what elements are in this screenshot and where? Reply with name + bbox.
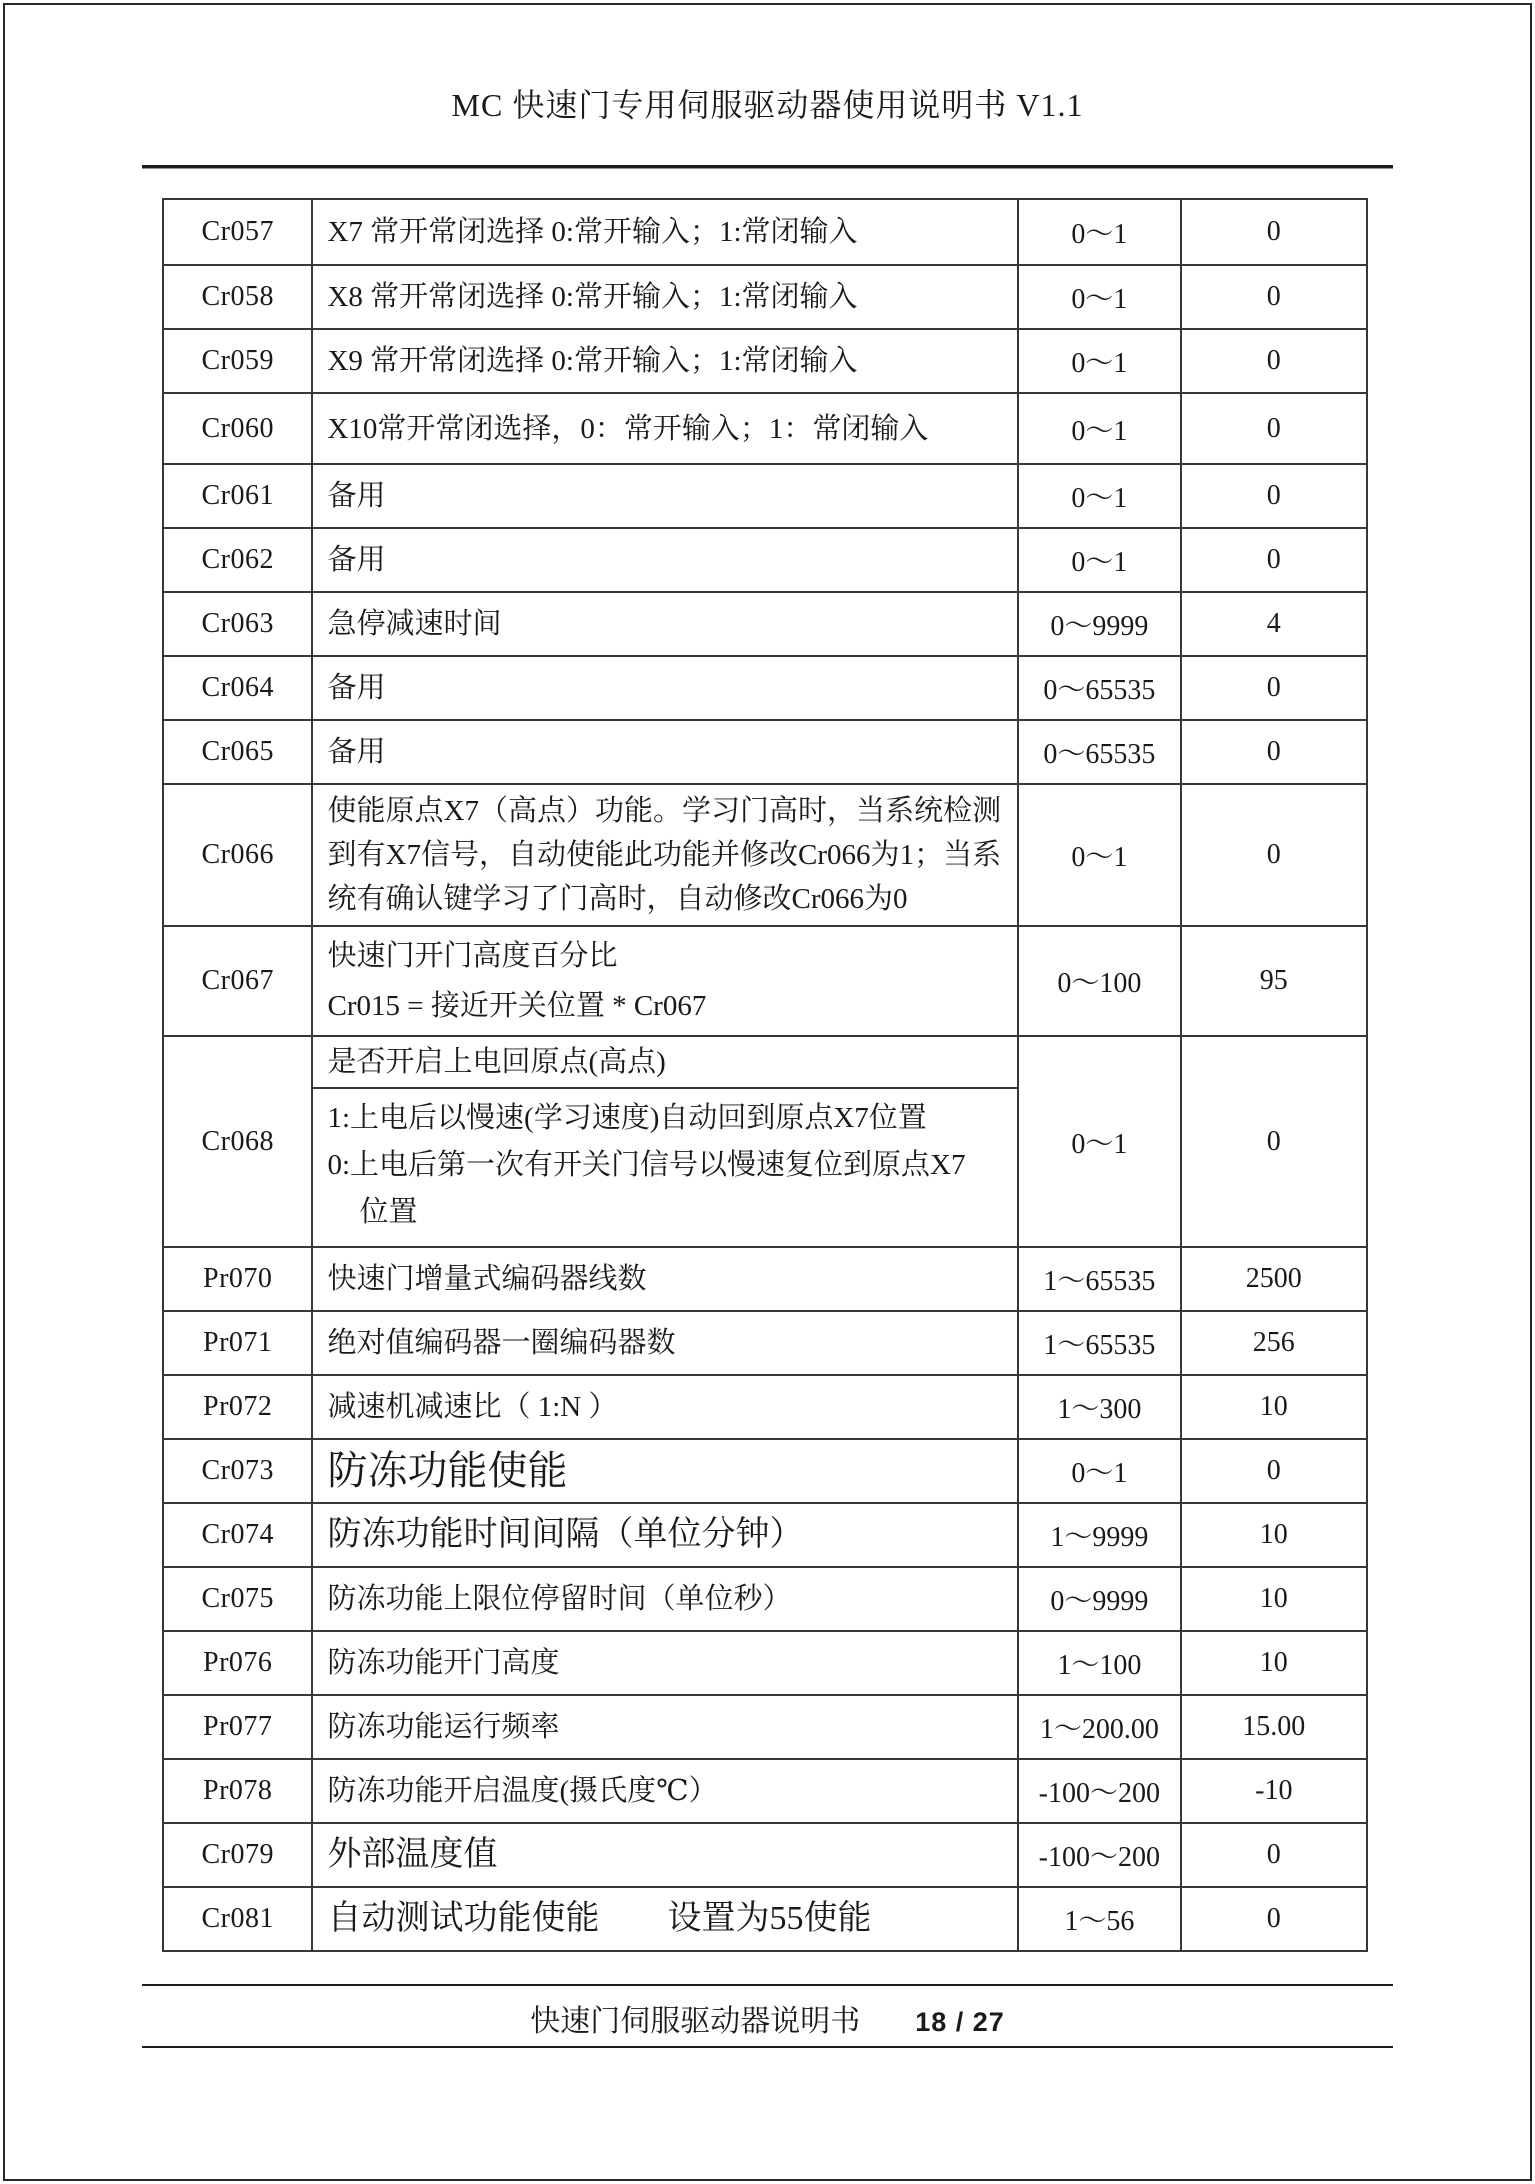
param-code: Cr059 xyxy=(201,345,274,376)
description-text: 防冻功能开门高度 xyxy=(327,1647,560,1679)
param-code: Pr072 xyxy=(203,1391,273,1422)
description-text: 防冻功能时间间隔（单位分钟） xyxy=(327,1516,804,1553)
param-default: 0 xyxy=(1266,1455,1281,1486)
param-default: 0 xyxy=(1266,281,1281,312)
param-range: 0～65535 xyxy=(1019,657,1182,719)
param-default: 4 xyxy=(1266,608,1281,639)
param-description xyxy=(311,266,1019,328)
param-range: 1～56 xyxy=(1019,1888,1182,1950)
param-range: 1～65535 xyxy=(1019,1248,1182,1310)
param-description xyxy=(311,1440,1019,1502)
param-range: 0～1 xyxy=(1019,1037,1182,1246)
description-text: 备用 xyxy=(327,544,386,576)
table-row xyxy=(164,1438,1366,1502)
param-range: -100～200 xyxy=(1019,1824,1182,1886)
description-text: X9 常开常闭选择 0:常开输入；1:常闭输入 xyxy=(327,345,858,377)
description-text: X7 常开常闭选择 0:常开输入；1:常闭输入 xyxy=(327,216,858,248)
param-code: Pr071 xyxy=(203,1327,273,1358)
description-line: 1:上电后以慢速(学习速度)自动回到原点X7位置 xyxy=(327,1102,927,1134)
description-line: 位置 xyxy=(359,1196,418,1228)
table-row xyxy=(164,591,1366,655)
table-row xyxy=(164,655,1366,719)
param-default: 10 xyxy=(1259,1647,1288,1678)
table-row xyxy=(164,328,1366,392)
param-default: 0 xyxy=(1266,1125,1281,1157)
param-default: 95 xyxy=(1259,965,1288,996)
param-code: Cr063 xyxy=(201,608,274,639)
param-code: Cr061 xyxy=(201,480,274,511)
param-code: Cr081 xyxy=(201,1903,274,1934)
param-default: 0 xyxy=(1266,1903,1281,1934)
param-range: 1～300 xyxy=(1019,1376,1182,1438)
param-description xyxy=(311,330,1019,392)
footer-title: 快速门伺服驱动器说明书 xyxy=(530,2005,861,2038)
param-description xyxy=(311,1037,1019,1246)
description-line: 0:上电后第一次有开关门信号以慢速复位到原点X7 xyxy=(327,1149,966,1181)
param-default: 0 xyxy=(1266,736,1281,767)
table-row xyxy=(164,200,1366,264)
param-description xyxy=(311,1568,1019,1630)
param-default: 15.00 xyxy=(1242,1711,1306,1742)
description-text: 急停减速时间 xyxy=(327,608,502,640)
table-row xyxy=(164,1694,1366,1758)
description-text: 自动测试功能使能 设置为55使能 xyxy=(327,1900,872,1937)
param-range: 0～1 xyxy=(1019,1440,1182,1502)
param-range: 1～9999 xyxy=(1019,1504,1182,1566)
description-line: Cr015 = 接近开关位置 * Cr067 xyxy=(327,990,707,1022)
param-range: 0～1 xyxy=(1019,529,1182,591)
param-default: 0 xyxy=(1266,1839,1281,1870)
param-description xyxy=(311,721,1019,783)
description-text: 备用 xyxy=(327,672,386,704)
param-description xyxy=(311,1312,1019,1374)
param-range: 0～1 xyxy=(1019,785,1182,925)
table-row xyxy=(164,264,1366,328)
footer-rule-top xyxy=(142,1984,1393,1986)
description-text: 减速机减速比（ 1:N ） xyxy=(327,1391,618,1423)
description-text: 防冻功能运行频率 xyxy=(327,1711,560,1743)
param-code: Pr078 xyxy=(203,1775,273,1806)
param-code: Cr074 xyxy=(201,1519,274,1550)
table-row xyxy=(164,1246,1366,1310)
param-description xyxy=(311,593,1019,655)
table-row xyxy=(164,1310,1366,1374)
param-range: 0～9999 xyxy=(1019,593,1182,655)
param-code: Pr077 xyxy=(203,1711,273,1742)
table-row xyxy=(164,1758,1366,1822)
param-range: 0～1 xyxy=(1019,465,1182,527)
description-text: 备用 xyxy=(327,736,386,768)
footer-rule-bottom xyxy=(142,2046,1393,2048)
table-row xyxy=(164,1886,1366,1950)
param-range: 1～200.00 xyxy=(1019,1696,1182,1758)
param-description xyxy=(311,394,1019,463)
param-default: 0 xyxy=(1266,480,1281,511)
param-code: Cr067 xyxy=(201,965,274,996)
param-description xyxy=(311,1248,1019,1310)
table-row xyxy=(164,925,1366,1035)
table-row xyxy=(164,1374,1366,1438)
param-default: 2500 xyxy=(1245,1263,1302,1294)
param-default: 10 xyxy=(1259,1391,1288,1422)
param-code: Cr062 xyxy=(201,544,274,575)
table-row xyxy=(164,463,1366,527)
param-description-options xyxy=(313,1089,1017,1246)
param-range: 0～100 xyxy=(1019,927,1182,1035)
table-row xyxy=(164,1502,1366,1566)
description-text: 防冻功能开启温度(摄氏度℃） xyxy=(327,1775,718,1807)
param-description xyxy=(311,927,1019,1035)
param-default: 0 xyxy=(1266,839,1281,870)
param-description xyxy=(311,465,1019,527)
description-text: X8 常开常闭选择 0:常开输入；1:常闭输入 xyxy=(327,281,858,313)
param-description xyxy=(311,1888,1019,1950)
description-text: 快速门增量式编码器线数 xyxy=(327,1263,647,1295)
param-description xyxy=(311,1824,1019,1886)
param-range: 0～1 xyxy=(1019,394,1182,463)
param-description-top: 是否开启上电回原点(高点) xyxy=(313,1037,1017,1089)
param-description xyxy=(311,529,1019,591)
header-rule xyxy=(142,165,1393,169)
param-description xyxy=(311,1760,1019,1822)
param-default: 0 xyxy=(1266,544,1281,575)
param-code: Cr065 xyxy=(201,736,274,767)
param-range: -100～200 xyxy=(1019,1760,1182,1822)
table-row xyxy=(164,783,1366,925)
param-range: 1～100 xyxy=(1019,1632,1182,1694)
parameter-table xyxy=(162,198,1368,1952)
param-default: 256 xyxy=(1252,1327,1295,1358)
param-code: Pr070 xyxy=(203,1263,273,1294)
param-description xyxy=(311,657,1019,719)
table-row xyxy=(164,1630,1366,1694)
param-default: 0 xyxy=(1266,412,1281,444)
page-number: 18 / 27 xyxy=(915,2007,1005,2037)
description-text: 绝对值编码器一圈编码器数 xyxy=(327,1327,676,1359)
page-title: MC 快速门专用伺服驱动器使用说明书 V1.1 xyxy=(451,87,1084,123)
description-text: 备用 xyxy=(327,480,386,512)
param-range: 0～1 xyxy=(1019,200,1182,264)
param-description xyxy=(311,1632,1019,1694)
param-description xyxy=(311,785,1019,925)
param-description xyxy=(311,1504,1019,1566)
param-default: -10 xyxy=(1255,1775,1293,1806)
param-code: Cr060 xyxy=(201,412,274,444)
param-range: 0～9999 xyxy=(1019,1568,1182,1630)
param-code: Cr064 xyxy=(201,672,274,703)
param-default: 0 xyxy=(1266,345,1281,376)
param-code: Pr076 xyxy=(203,1647,273,1678)
description-text: 使能原点X7（高点）功能。学习门高时，当系统检测到有X7信号，自动使能此功能并修改Cr066为1；当系统有确认键学习了门高时，自动修改Cr066为0 xyxy=(327,795,1002,915)
description-text: 外部温度值 xyxy=(327,1836,498,1873)
param-description xyxy=(311,1696,1019,1758)
table-row xyxy=(164,719,1366,783)
param-default: 0 xyxy=(1266,216,1281,247)
table-row xyxy=(164,527,1366,591)
param-code: Cr057 xyxy=(201,216,274,247)
description-text: 防冻功能使能 xyxy=(327,1448,568,1493)
param-description xyxy=(311,200,1019,264)
param-default: 10 xyxy=(1259,1519,1288,1550)
table-row xyxy=(164,1035,1366,1246)
table-row xyxy=(164,392,1366,463)
footer xyxy=(142,1996,1393,2040)
param-code: Cr058 xyxy=(201,281,274,312)
param-code: Cr068 xyxy=(201,1125,274,1157)
param-default: 10 xyxy=(1259,1583,1288,1614)
param-code: Cr066 xyxy=(201,839,274,870)
param-range: 1～65535 xyxy=(1019,1312,1182,1374)
table-row xyxy=(164,1566,1366,1630)
description-line: 快速门开门高度百分比 xyxy=(327,940,618,972)
param-range: 0～65535 xyxy=(1019,721,1182,783)
table-row xyxy=(164,1822,1366,1886)
param-range: 0～1 xyxy=(1019,330,1182,392)
param-code: Cr079 xyxy=(201,1839,274,1870)
param-description xyxy=(311,1376,1019,1438)
param-code: Cr075 xyxy=(201,1583,274,1614)
description-text: X10常开常闭选择，0：常开输入；1：常闭输入 xyxy=(327,412,929,445)
param-default: 0 xyxy=(1266,672,1281,703)
param-range: 0～1 xyxy=(1019,266,1182,328)
description-text: 防冻功能上限位停留时间（单位秒） xyxy=(327,1583,792,1615)
param-code: Cr073 xyxy=(201,1455,274,1486)
